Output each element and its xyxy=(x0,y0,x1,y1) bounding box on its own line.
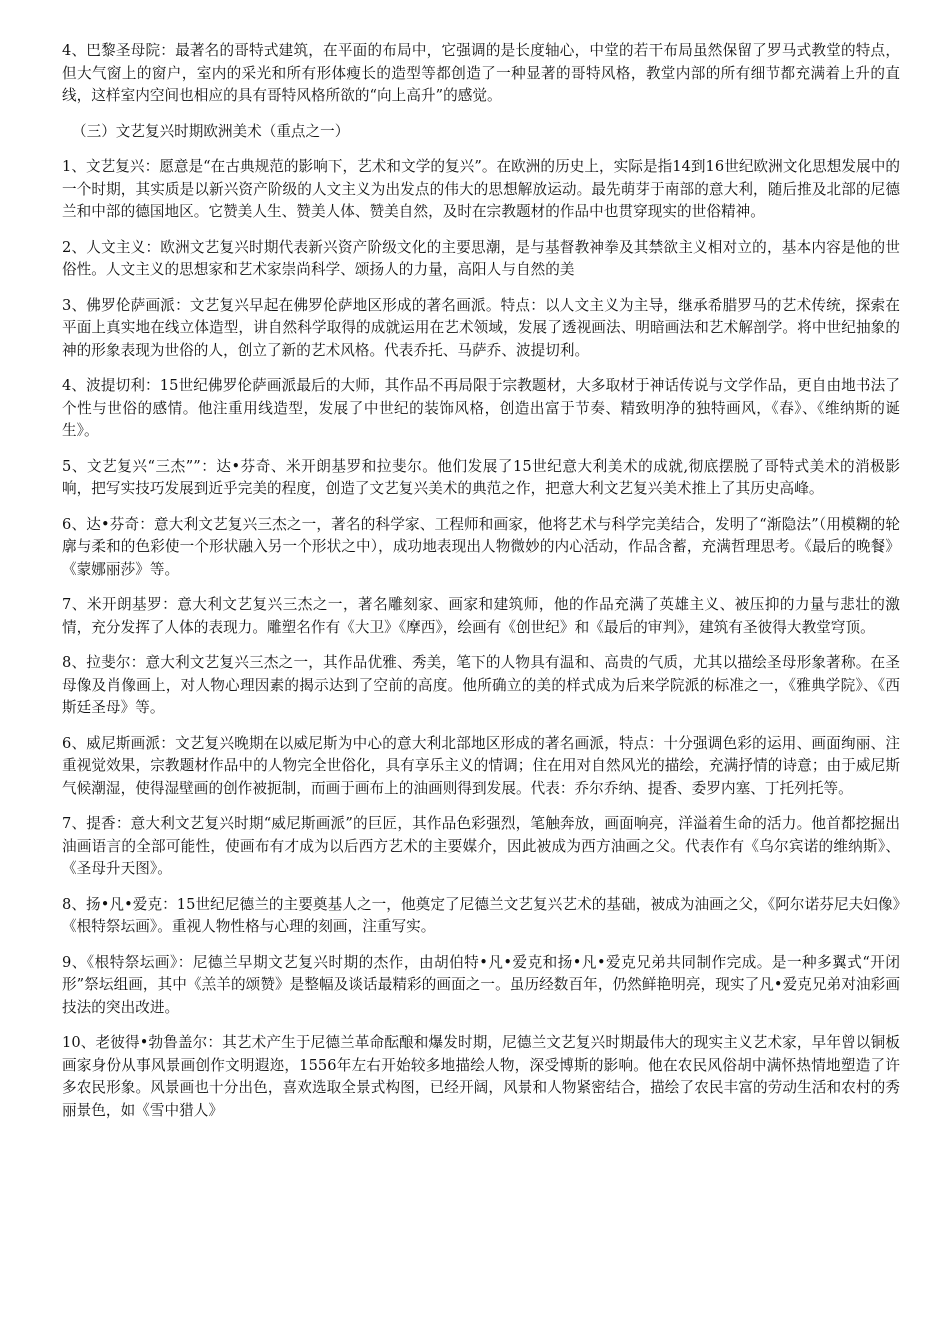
document-page xyxy=(62,40,900,1135)
paragraph-da-vinci: 6、达•芬奇：意大利文艺复兴三杰之一，著名的科学家、工程师和画家，他将艺术与科学完美结合，发明了“渐隐法”（用模糊的轮廓与柔和的色彩使一个形状融入另一个形状之中），成功地表现出人物微妙的内心活动，作品含蓄，充满哲理思考。《最后的晚餐》《蒙娜丽莎》等。 xyxy=(62,515,900,578)
paragraph-titian: 7、提香：意大利文艺复兴时期“威尼斯画派”的巨匠，其作品色彩强烈，笔触奔放，画面响亮，洋溢着生命的活力。他首都挖掘出油画语言的全部可能性，使画布有才成为以后西方艺术的主要媒介，因此被成为西方油画之父。代表作有《乌尔宾诺的维纳斯》、《圣母升天图》。 xyxy=(62,815,900,877)
paragraph-three-masters: 5、文艺复兴“三杰””：达•芬奇、米开朗基罗和拉斐尔。他们发展了15世纪意大利美术的成就,彻底摆脱了哥特式美术的消极影响，把写实技巧发展到近乎完美的程度，创造了文艺复兴美术的典范之作，把意大利文艺复兴美术推上了其历史高峰。 xyxy=(62,457,900,497)
paragraph-florentine-school: 3、佛罗伦萨画派：文艺复兴早起在佛罗伦萨地区形成的著名画派。特点：以人文主义为主导，继承希腊罗马的艺术传统，探索在平面上真实地在线立体造型，讲自然科学取得的成就运用在艺术领域，发展了透视画法、明暗画法和艺术解剖学。将中世纪抽象的神的形象表现为世俗的人，创立了新的艺术风格。代表乔托、马萨乔、波提切利。 xyxy=(62,296,900,359)
section-heading-renaissance: （三）文艺复兴时期欧洲美术（重点之一） xyxy=(72,122,350,140)
paragraph-raphael: 8、拉斐尔：意大利文艺复兴三杰之一，其作品优雅、秀美，笔下的人物具有温和、高贵的气质，尤其以描绘圣母形象著称。在圣母像及肖像画上，对人物心理因素的揭示达到了空前的高度。他所确立的美的样式成为后来学院派的标准之一，《雅典学院》、《西斯廷圣母》等。 xyxy=(62,654,900,716)
paragraph-venetian-school: 6、威尼斯画派：文艺复兴晚期在以威尼斯为中心的意大利北部地区形成的著名画派，特点：十分强调色彩的运用、画面绚丽、注重视觉效果，宗教题材作品中的人物完全世俗化，具有享乐主义的情调；住在用对自然风光的描绘，充满抒情的诗意；由于威尼斯气候潮湿，使得湿壁画的创作被扼制，而画于画布上的油画则得到发展。代表：乔尔乔纳、提香、委罗内塞、丁托列托等。 xyxy=(62,734,900,797)
paragraph-notre-dame: 4、巴黎圣母院：最著名的哥特式建筑，在平面的布局中，它强调的是长度轴心，中堂的若干布局虽然保留了罗马式教堂的特点，但大气窗上的窗户，室内的采光和所有形体瘦长的造型等都创造了一种显著的哥特风格，教堂内部的所有细节都充满着上升的直线，这样室内空间也相应的具有哥特风格所欲的“向上高升”的感觉。 xyxy=(62,42,900,104)
paragraph-botticelli: 4、波提切利：15世纪佛罗伦萨画派最后的大师，其作品不再局限于宗教题材，大多取材于神话传说与文学作品，更自由地书法了个性与世俗的感情。他注重用线造型，发展了中世纪的装饰风格，创造出富于节奏、精致明净的独特画风，《春》、《维纳斯的诞生》。 xyxy=(62,377,900,439)
paragraph-bruegel: 10、老彼得•勃鲁盖尔：其艺术产生于尼德兰革命酝酿和爆发时期，尼德兰文艺复兴时期最伟大的现实主义艺术家，早年曾以铜板画家身份从事风景画创作文明遐迩，1556年左右开始较多地描绘人物，深受博斯的影响。他在农民风俗胡中满怀热情地塑造了许多农民形象。风景画也十分出色，喜欢选取全景式构图，已经开阔，风景和人物紧密结合，描绘了农民丰富的劳动生活和农村的秀丽景色，如《雪中猎人》 xyxy=(62,1034,900,1119)
paragraph-ghent-altarpiece: 9、《根特祭坛画》：尼德兰早期文艺复兴时期的杰作，由胡伯特•凡•爱克和扬•凡•爱克兄弟共同制作完成。是一种多翼式“开闭形”祭坛组画，其中《羔羊的颂赞》是整幅及谈话最精彩的画面之一。虽历经数百年，仍然鲜艳明亮，现实了凡•爱克兄弟对油彩画技法的突出改进。 xyxy=(62,953,900,1016)
paragraph-michelangelo: 7、米开朗基罗：意大利文艺复兴三杰之一，著名雕刻家、画家和建筑师，他的作品充满了英雄主义、被压抑的力量与悲壮的激情，充分发挥了人体的表现力。雕塑名作有《大卫》《摩西》，绘画有《创世纪》和《最后的审判》，建筑有圣彼得大教堂穹顶。 xyxy=(62,596,900,636)
paragraph-renaissance: 1、文艺复兴：愿意是“在古典规范的影响下，艺术和文学的复兴”。在欧洲的历史上，实际是指14到16世纪欧洲文化思想发展中的一个时期，其实质是以新兴资产阶级的人文主义为出发点的伟大的思想解放运动。最先萌芽于南部的意大利，随后推及北部的尼德兰和中部的德国地区。它赞美人生、赞美人体、赞美自然，及时在宗教题材的作品中也贯穿现实的世俗精神。 xyxy=(62,158,900,220)
paragraph-humanism: 2、人文主义：欧洲文艺复兴时期代表新兴资产阶级文化的主要思潮，是与基督教神拳及其禁欲主义相对立的，基本内容是他的世俗性。人文主义的思想家和艺术家崇尚科学、颂扬人的力量，高阳人与自然的美 xyxy=(62,238,900,278)
paragraph-jan-van-eyck: 8、扬•凡•爱克：15世纪尼德兰的主要奠基人之一，他奠定了尼德兰文艺复兴艺术的基础，被成为油画之父，《阿尔诺芬尼夫妇像》《根特祭坛画》。重视人物性格与心理的刻画，注重写实。 xyxy=(62,895,900,935)
